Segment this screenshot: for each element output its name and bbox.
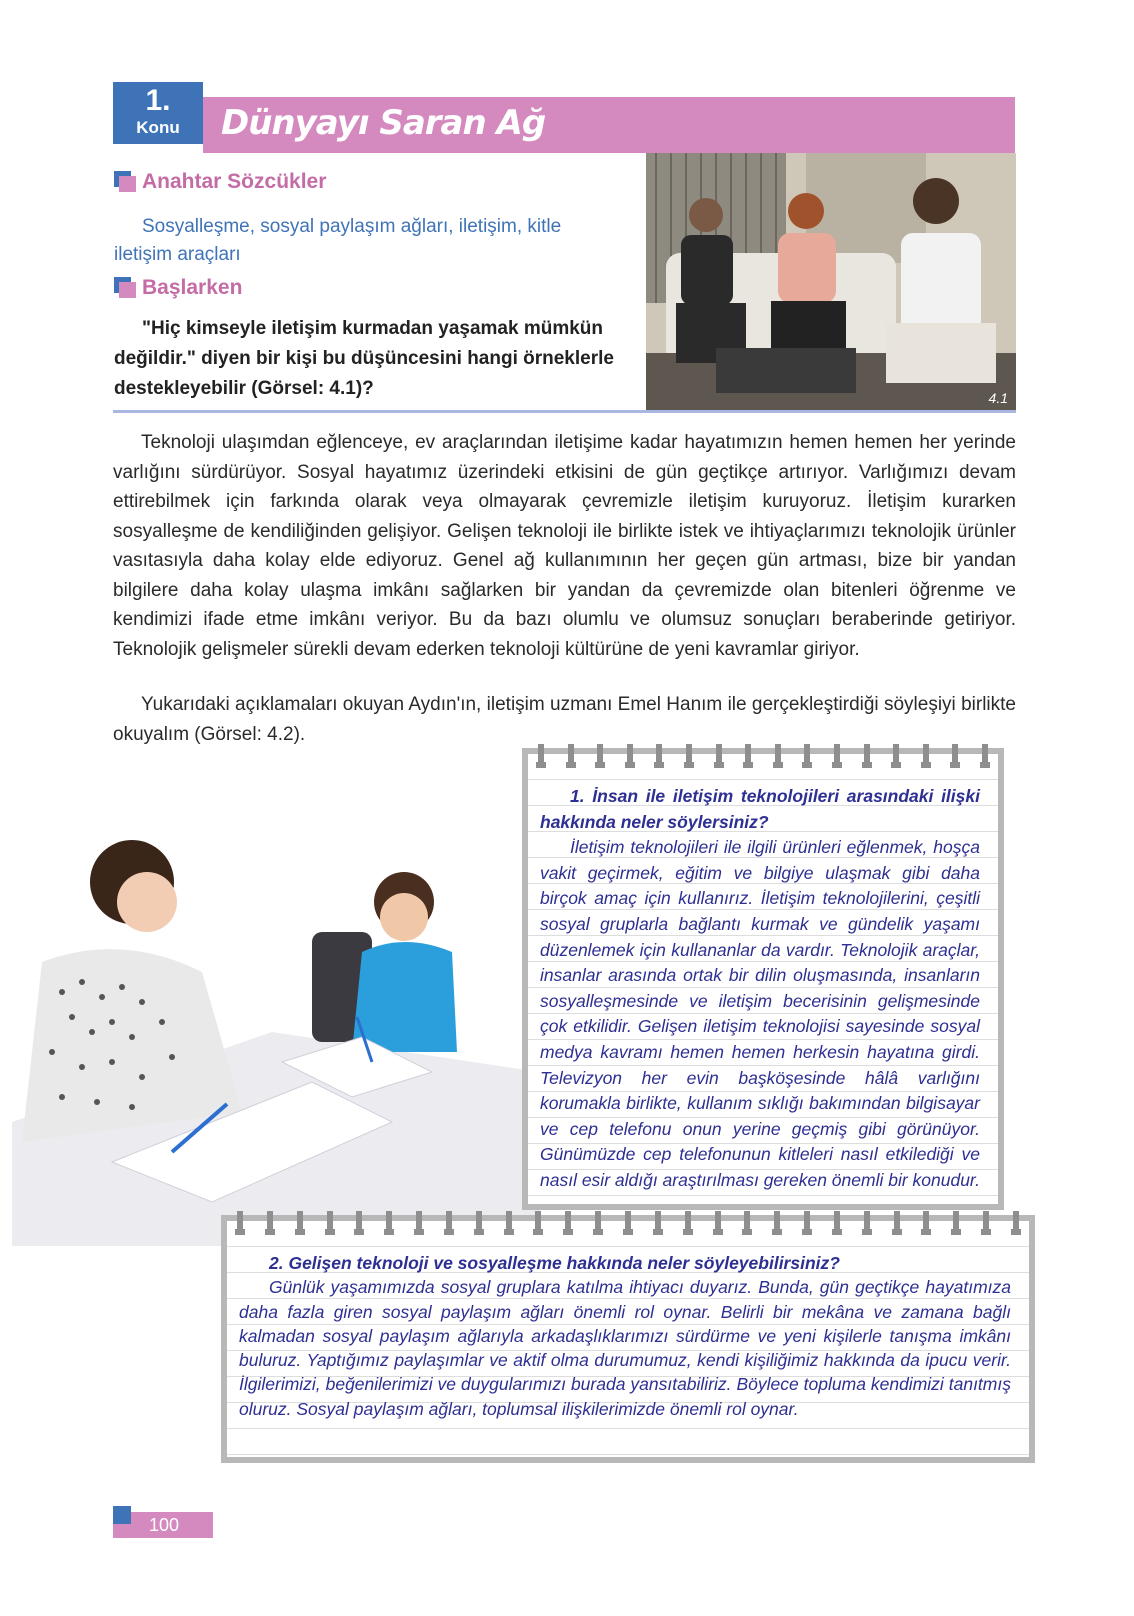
keywords-heading [114,170,326,194]
interview-note-1 [522,748,1004,1210]
page-number: 100 [149,1515,180,1535]
photo-people-with-phones [646,153,1016,410]
start-heading [114,276,242,300]
page-number-badge [113,1512,213,1538]
section-square-icon [114,171,138,193]
interview-note-2 [221,1215,1035,1463]
question-2: 2. Gelişen teknoloji ve sosyalleşme hakkında neler söyleyebilirsiniz? [269,1253,840,1273]
photo-illustration [646,153,1016,410]
topic-number: 1. [145,84,171,117]
photo1-caption: 4.1 [988,390,1008,406]
interview-2-text [239,1251,1011,1421]
answer-1: İletişim teknolojileri ile ilgili ürünleri eğlenmek, hoşça vakit geçirmek, eğitim ve bilgiye ulaşmak gibi daha birçok amaç için kullanırız. İletişim teknolojilerini, çeşitli sosyal gruplarla bağlantı kurmak ve gündelik yaşamı düzenlemek için kullananlar da vardır. Teknolojik araçlar, insanlar arasında ortak bir dilin oluşmasında, insanların sosyalleşmesinde ve iletişim becerisinin gelişmesinde çok etkilidir. Gelişen iletişim teknolojisi sayesinde sosyal medya kavramı hemen hemen herkesin hayatına girdi. Televizyon her evin başköşesinde hâlâ varlığını korumakla birlikte, kullanım sıklığı bakımından bilgisayar ve cep telefonu onun yerine geçmiş gibi görünüyor. Günümüzde cep telefonunun kitleleri nasıl etkilediği ve nasıl esir aldığı araştırılması gereken önemli bir konudur. [540,837,980,1190]
body-paragraph-1-text: Teknoloji ulaşımdan eğlenceye, ev araçlarından iletişime kadar hayatımızın hemen hemen her yerinde varlığını sürdürüyor. Sosyal hayatımız üzerindeki etkisini de gün geçtikçe artırıyor. Varlığımızı devam ettirebilmek için farkında olarak veya olmayarak çevremizle iletişim kuruyoruz. İletişim kurarken sosyalleşme de kendiliğinden gelişiyor. Gelişen teknoloji ile birlikte istek ve ihtiyaçlarımızı teknolojik ürünler vasıtasıyla daha kolay elde ediyoruz. Genel ağ kullanımının her geçen gün artması, bize bir yandan bilgilere daha kolay ulaşma imkânı sağlarken bir yandan da çevremizde olan bitenleri öğrenme ve kendimizi ifade etme imkânı veriyor. Bu da bazı olumlu ve olumsuz sonuçları beraberinde getiriyor. Teknolojik gelişmeler sürekli devam ederken teknoloji kültürüne de yeni kavramlar giriyor. [113,432,1016,660]
question-1: 1. İnsan ile iletişim teknolojileri arasındaki ilişki hakkında neler söylersiniz? [540,786,980,832]
body-paragraph-2 [113,690,1016,749]
page-corner-icon [113,1506,131,1524]
section-divider [113,410,1016,413]
keywords-heading-text: Anahtar Sözcükler [142,170,327,193]
title-bar [203,97,1015,153]
interview-1-text [540,784,980,1194]
notebook-rings [538,744,988,770]
keywords-text: Sosyalleşme, sosyal paylaşım ağları, iletişim, kitle iletişim araçları [114,216,562,265]
page-title: Dünyayı Saran Ağ [221,103,546,143]
photo2-illustration [12,822,540,1246]
answer-2: Günlük yaşamımızda sosyal gruplara katılma ihtiyacı duyarız. Bunda, gün geçtikçe hayatımıza daha fazla giren sosyal paylaşım ağları önemli rol oynar. Belirli bir mekâna ve zamana bağlı kalmadan sosyal paylaşım ağlarıyla arkadaşlıklarımızı sürdürme ve yeni kişilerle tanışma imkânı buluruz. Yaptığımız paylaşımlar ve aktif olma durumumuz, kendi kişiliğimiz hakkında da ipucu verir. İlgilerimizi, beğenilerimizi ve duygularımızı burada yansıtabiliriz. Böylece topluma kendimizi tanıtmış oluruz. Sosyal paylaşım ağları, toplumsal ilişkilerimizde önemli rol oynar. [239,1277,1011,1419]
notebook-rings [237,1211,1019,1237]
topic-number-badge [113,82,203,144]
start-heading-text: Başlarken [142,276,243,299]
body-paragraph-2-text: Yukarıdaki açıklamaları okuyan Aydın'ın, iletişim uzmanı Emel Hanım ile gerçekleştirdiği söyleşiyi birlikte okuyalım (Görsel: 4.2). [113,694,1016,745]
section-square-icon [114,277,138,299]
photo-woman-and-boy-at-table [12,822,540,1246]
start-question: "Hiç kimseyle iletişim kurmadan yaşamak mümkün değildir." diyen bir kişi bu düşüncesini hangi örneklerle destekleyebilir (Görsel: 4.1)? [114,318,614,399]
topic-label: Konu [136,118,180,137]
body-paragraph-1 [113,428,1016,664]
